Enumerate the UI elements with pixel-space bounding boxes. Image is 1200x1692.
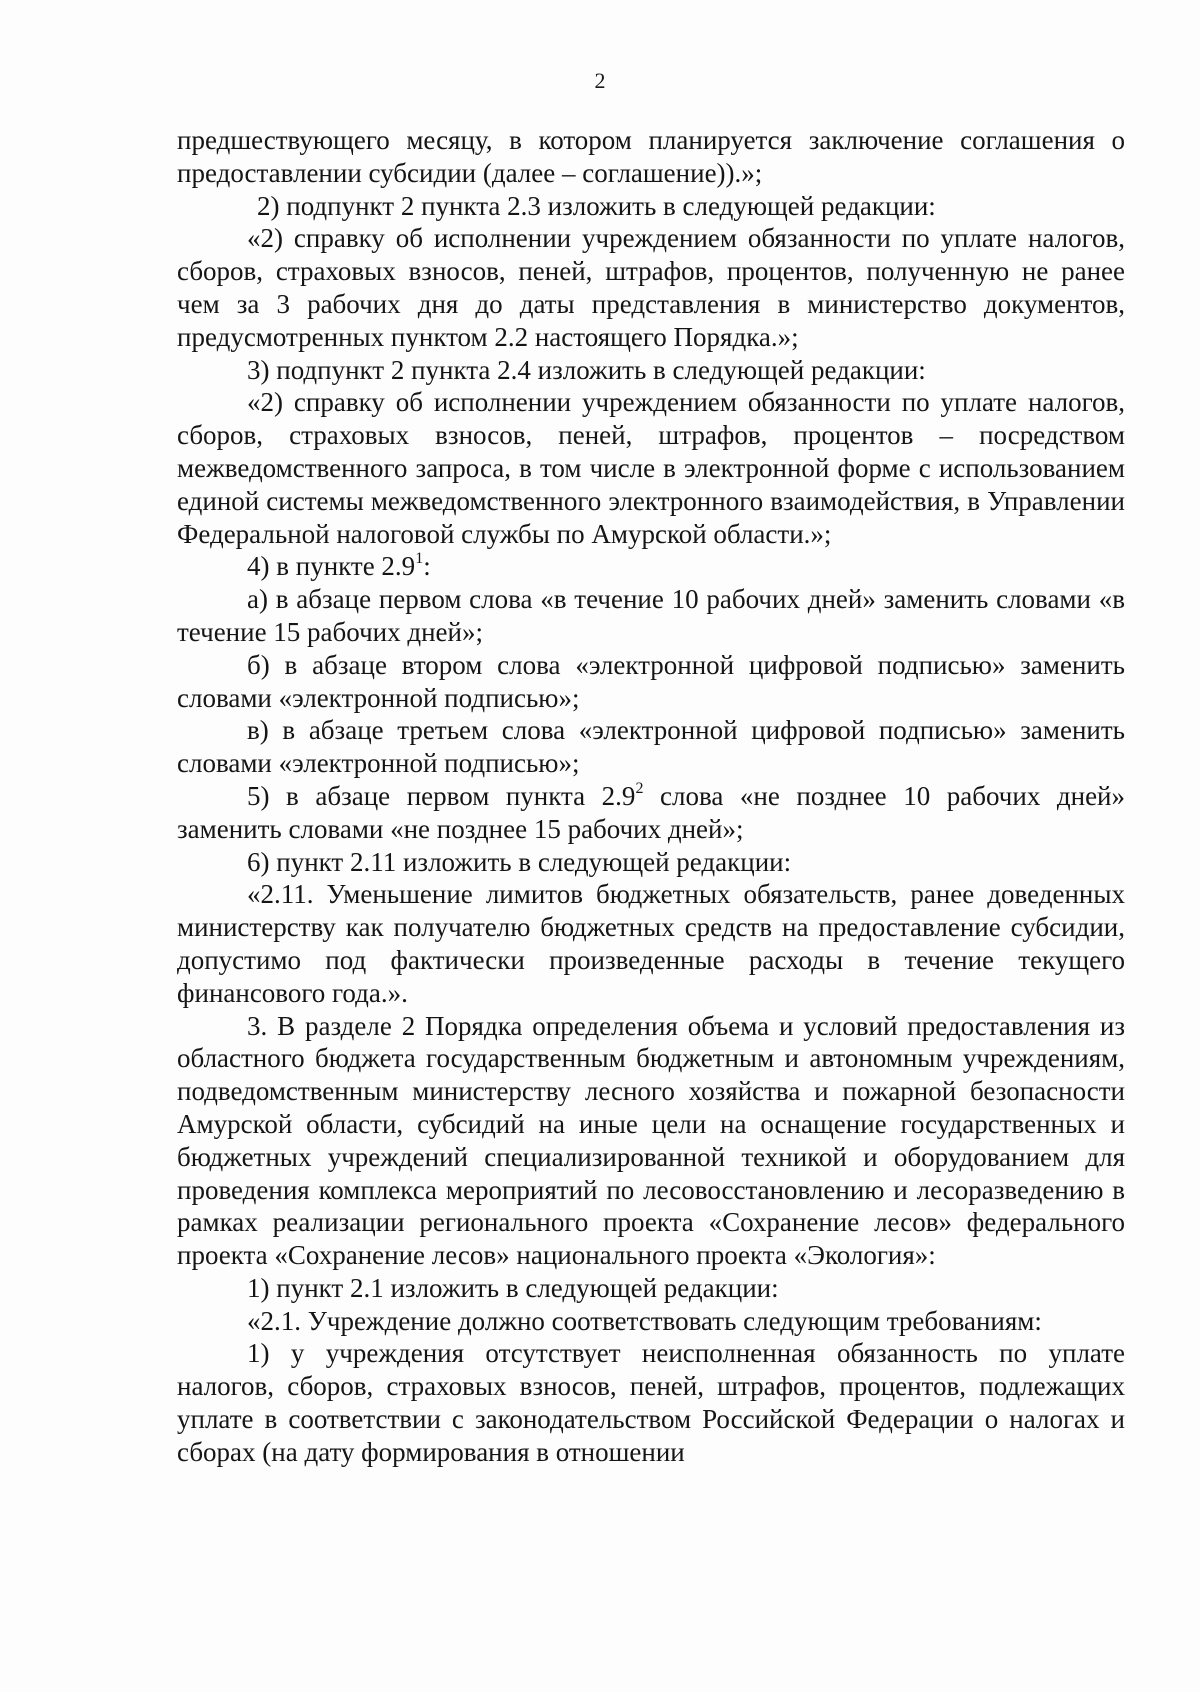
paragraph-subitem-b: б) в абзаце втором слова «электронной цифровой подписью» заменить словами «электронной подписью»;: [177, 649, 1125, 713]
paragraph-item-4: [177, 550, 1125, 583]
paragraph-quote-2-4: «2) справку об исполнении учреждением обязанности по уплате налогов, сборов, страховых взносов, пеней, штрафов, процентов – посредством межведомственного запроса, в том числе в электронной форме с использованием единой системы межведомственного электронного взаимодействия, в Управлении Федеральной налоговой службы по Амурской области.»;: [177, 387, 1125, 549]
paragraph-item-6: 6) пункт 2.11 изложить в следующей редакции:: [247, 846, 792, 877]
paragraph-section-3: 3. В разделе 2 Порядка определения объема и условий предоставления из областного бюджета государственным бюджетным и автономным учреждениям, подведомственным министерству лесного хозяйства и пожарной безопасности Амурской области, субсидий на иные цели на оснащение государственных и бюджетных учреждений специализированной техникой и оборудованием для проведения комплекса мероприятий по лесовосстановлению и лесоразведению в рамках реализации регионального проекта «Сохранение лесов» федерального проекта «Сохранение лесов» национального проекта «Экология»:: [177, 1010, 1125, 1271]
paragraph-quote-2-11: «2.11. Уменьшение лимитов бюджетных обязательств, ранее доведенных министерству как получателю бюджетных средств на предоставление субсидии, допустимо под фактически произведенные расходы в течение текущего финансового года.».: [177, 879, 1125, 1008]
superscript-1: 1: [415, 550, 424, 568]
paragraph-item-5-text: 5) в абзаце первом пункта 2.9: [247, 780, 636, 811]
paragraph-quote-2-1: «2.1. Учреждение должно соответствовать следующим требованиям:: [247, 1305, 1042, 1336]
paragraph-item-1: 1) пункт 2.1 изложить в следующей редакции:: [247, 1272, 779, 1303]
paragraph-item-3: 3) подпункт 2 пункта 2.4 изложить в следующей редакции:: [247, 354, 926, 385]
paragraph-item-5: [177, 780, 1125, 846]
paragraph-item-4-tail: :: [423, 551, 431, 582]
paragraph-quote-2-3: «2) справку об исполнении учреждением обязанности по уплате налогов, сборов, страховых взносов, пеней, штрафов, процентов, полученную не ранее чем за 3 рабочих дня до даты представления в министерство документов, предусмотренных пунктом 2.2 настоящего Порядка.»;: [177, 223, 1125, 352]
paragraph-subitem-v: в) в абзаце третьем слова «электронной цифровой подписью» заменить словами «электронной подписью»;: [177, 715, 1125, 779]
paragraph-item-4-text: 4) в пункте 2.9: [247, 551, 416, 582]
document-body: [177, 124, 1125, 1469]
paragraph-continuation: предшествующего месяцу, в котором планируется заключение соглашения о предоставлении субсидии (далее – соглашение)).»;: [177, 125, 1125, 188]
page-number: 2: [594, 68, 606, 93]
paragraph-subitem-a: а) в абзаце первом слова «в течение 10 рабочих дней» заменить словами «в течение 15 рабочих дней»;: [177, 584, 1125, 647]
paragraph-requirement-1: 1) у учреждения отсутствует неисполненная обязанность по уплате налогов, сборов, страховых взносов, пеней, штрафов, процентов, подлежащих уплате в соответствии с законодательством Российской Федерации о налогах и сборах (на дату формирования в отношении: [177, 1338, 1125, 1467]
paragraph-item-2: 2) подпункт 2 пункта 2.3 изложить в следующей редакции:: [257, 190, 936, 221]
superscript-2: 2: [635, 779, 644, 797]
paragraph-item-5-tail: слова «не позднее 10 рабочих дней» заменить словами «не позднее 15 рабочих дней»;: [177, 780, 1126, 844]
